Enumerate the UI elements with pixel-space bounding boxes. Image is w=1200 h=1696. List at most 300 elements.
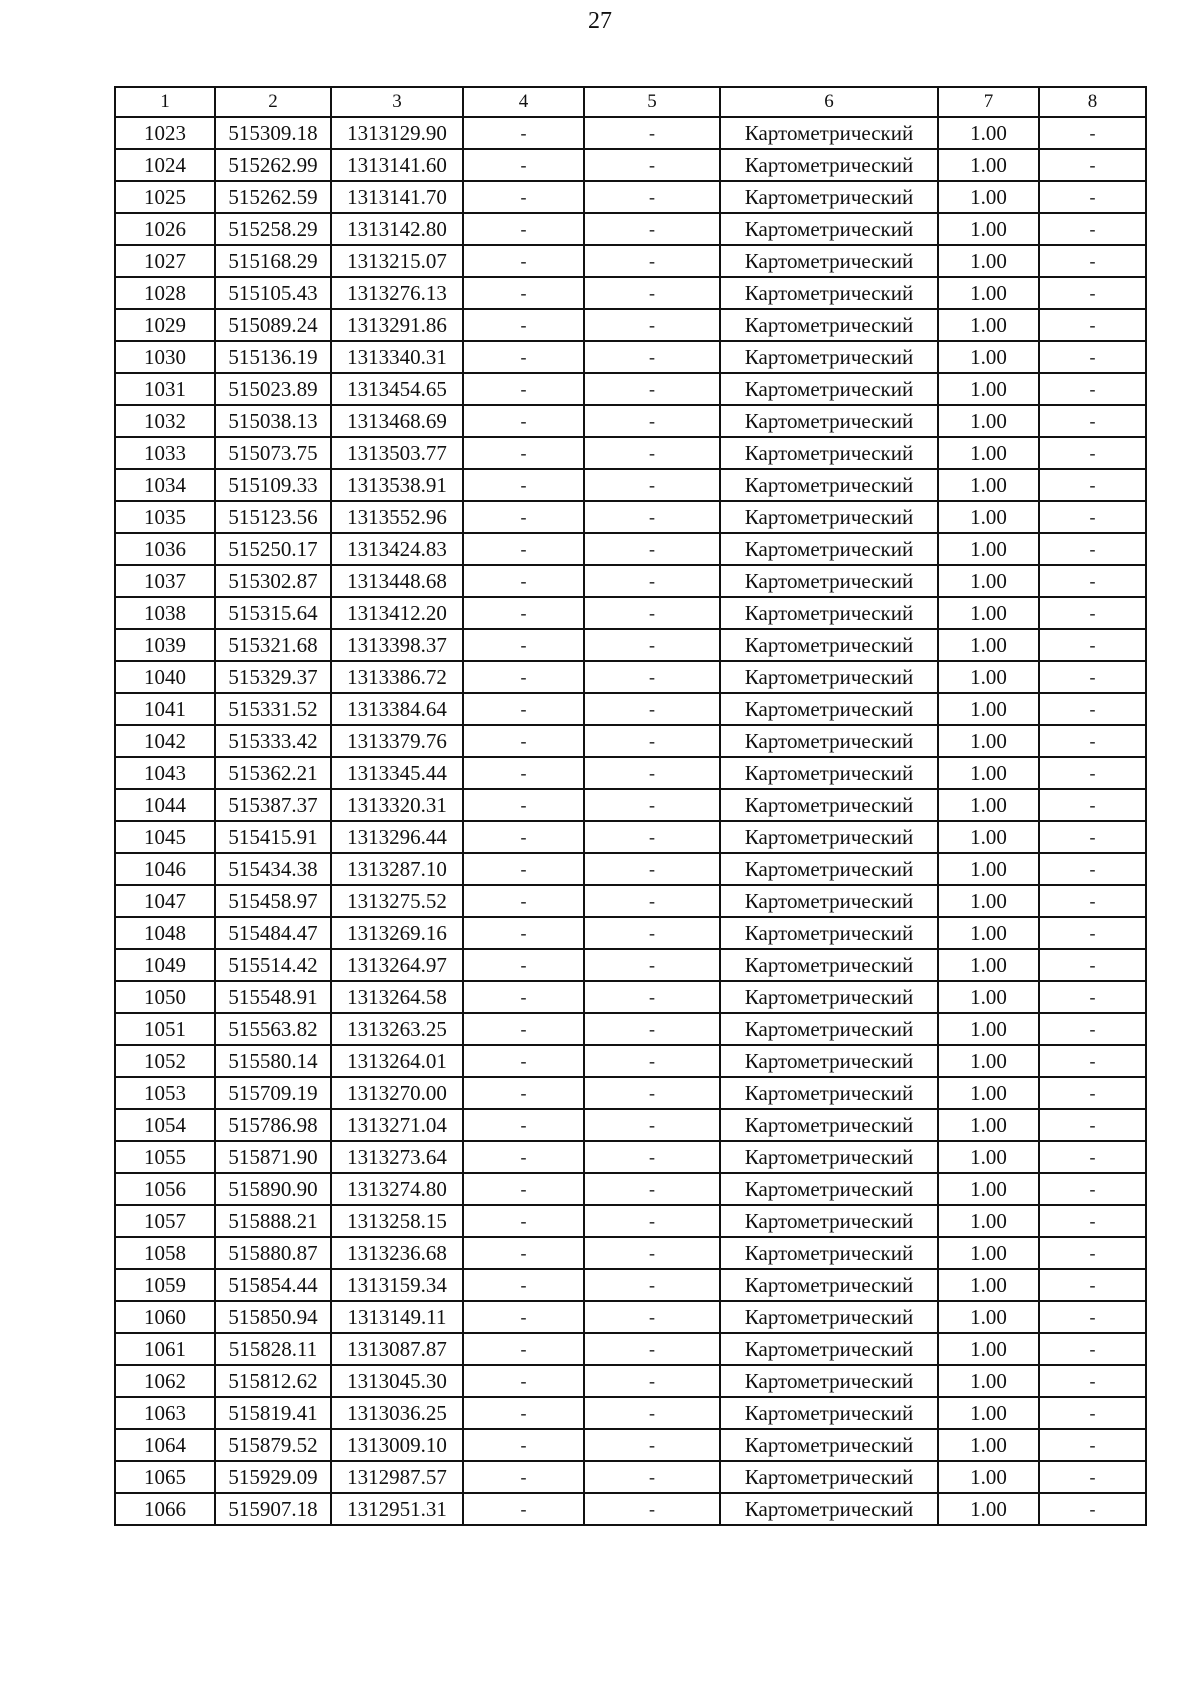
column-8-cell: - bbox=[1039, 1077, 1146, 1109]
table-row bbox=[115, 917, 1146, 949]
accuracy-cell: 1.00 bbox=[938, 341, 1039, 373]
point-number-cell: 1056 bbox=[115, 1173, 215, 1205]
y-coordinate-cell: 1313149.11 bbox=[331, 1301, 463, 1333]
coordinates-table bbox=[114, 86, 1147, 1526]
x-coordinate-cell: 515890.90 bbox=[215, 1173, 331, 1205]
x-coordinate-cell: 515262.99 bbox=[215, 149, 331, 181]
column-8-cell: - bbox=[1039, 1461, 1146, 1493]
column-5-cell: - bbox=[584, 1365, 720, 1397]
accuracy-cell: 1.00 bbox=[938, 1013, 1039, 1045]
column-8-cell: - bbox=[1039, 1301, 1146, 1333]
column-4-cell: - bbox=[463, 1493, 584, 1525]
x-coordinate-cell: 515880.87 bbox=[215, 1237, 331, 1269]
column-8-cell: - bbox=[1039, 117, 1146, 149]
accuracy-cell: 1.00 bbox=[938, 117, 1039, 149]
column-header: 3 bbox=[331, 87, 463, 117]
column-8-cell: - bbox=[1039, 1205, 1146, 1237]
y-coordinate-cell: 1313538.91 bbox=[331, 469, 463, 501]
x-coordinate-cell: 515812.62 bbox=[215, 1365, 331, 1397]
point-number-cell: 1038 bbox=[115, 597, 215, 629]
point-number-cell: 1048 bbox=[115, 917, 215, 949]
y-coordinate-cell: 1313276.13 bbox=[331, 277, 463, 309]
table-row bbox=[115, 693, 1146, 725]
column-5-cell: - bbox=[584, 1269, 720, 1301]
x-coordinate-cell: 515262.59 bbox=[215, 181, 331, 213]
point-number-cell: 1025 bbox=[115, 181, 215, 213]
x-coordinate-cell: 515109.33 bbox=[215, 469, 331, 501]
column-5-cell: - bbox=[584, 1045, 720, 1077]
column-4-cell: - bbox=[463, 1461, 584, 1493]
column-8-cell: - bbox=[1039, 853, 1146, 885]
method-cell: Картометрический bbox=[720, 277, 938, 309]
table-row bbox=[115, 181, 1146, 213]
column-8-cell: - bbox=[1039, 693, 1146, 725]
method-cell: Картометрический bbox=[720, 885, 938, 917]
y-coordinate-cell: 1313036.25 bbox=[331, 1397, 463, 1429]
column-8-cell: - bbox=[1039, 597, 1146, 629]
column-5-cell: - bbox=[584, 1301, 720, 1333]
y-coordinate-cell: 1313274.80 bbox=[331, 1173, 463, 1205]
column-5-cell: - bbox=[584, 565, 720, 597]
column-5-cell: - bbox=[584, 1109, 720, 1141]
point-number-cell: 1033 bbox=[115, 437, 215, 469]
x-coordinate-cell: 515514.42 bbox=[215, 949, 331, 981]
column-8-cell: - bbox=[1039, 1493, 1146, 1525]
column-8-cell: - bbox=[1039, 149, 1146, 181]
column-5-cell: - bbox=[584, 405, 720, 437]
table-row bbox=[115, 533, 1146, 565]
accuracy-cell: 1.00 bbox=[938, 1429, 1039, 1461]
column-header: 6 bbox=[720, 87, 938, 117]
method-cell: Картометрический bbox=[720, 1237, 938, 1269]
point-number-cell: 1046 bbox=[115, 853, 215, 885]
column-8-cell: - bbox=[1039, 1397, 1146, 1429]
table-row bbox=[115, 1429, 1146, 1461]
column-4-cell: - bbox=[463, 213, 584, 245]
column-5-cell: - bbox=[584, 149, 720, 181]
method-cell: Картометрический bbox=[720, 309, 938, 341]
accuracy-cell: 1.00 bbox=[938, 309, 1039, 341]
table-row bbox=[115, 1013, 1146, 1045]
table-row bbox=[115, 117, 1146, 149]
column-header: 1 bbox=[115, 87, 215, 117]
column-8-cell: - bbox=[1039, 1045, 1146, 1077]
method-cell: Картометрический bbox=[720, 1013, 938, 1045]
x-coordinate-cell: 515105.43 bbox=[215, 277, 331, 309]
column-4-cell: - bbox=[463, 1173, 584, 1205]
accuracy-cell: 1.00 bbox=[938, 821, 1039, 853]
column-4-cell: - bbox=[463, 373, 584, 405]
x-coordinate-cell: 515023.89 bbox=[215, 373, 331, 405]
point-number-cell: 1051 bbox=[115, 1013, 215, 1045]
column-4-cell: - bbox=[463, 341, 584, 373]
point-number-cell: 1026 bbox=[115, 213, 215, 245]
point-number-cell: 1059 bbox=[115, 1269, 215, 1301]
column-8-cell: - bbox=[1039, 1173, 1146, 1205]
column-5-cell: - bbox=[584, 181, 720, 213]
column-8-cell: - bbox=[1039, 501, 1146, 533]
x-coordinate-cell: 515331.52 bbox=[215, 693, 331, 725]
column-4-cell: - bbox=[463, 1109, 584, 1141]
y-coordinate-cell: 1313384.64 bbox=[331, 693, 463, 725]
accuracy-cell: 1.00 bbox=[938, 1045, 1039, 1077]
point-number-cell: 1030 bbox=[115, 341, 215, 373]
point-number-cell: 1054 bbox=[115, 1109, 215, 1141]
y-coordinate-cell: 1313264.97 bbox=[331, 949, 463, 981]
x-coordinate-cell: 515580.14 bbox=[215, 1045, 331, 1077]
column-4-cell: - bbox=[463, 437, 584, 469]
point-number-cell: 1034 bbox=[115, 469, 215, 501]
method-cell: Картометрический bbox=[720, 757, 938, 789]
column-8-cell: - bbox=[1039, 1109, 1146, 1141]
method-cell: Картометрический bbox=[720, 725, 938, 757]
column-5-cell: - bbox=[584, 1493, 720, 1525]
y-coordinate-cell: 1313379.76 bbox=[331, 725, 463, 757]
column-4-cell: - bbox=[463, 181, 584, 213]
y-coordinate-cell: 1313269.16 bbox=[331, 917, 463, 949]
point-number-cell: 1061 bbox=[115, 1333, 215, 1365]
accuracy-cell: 1.00 bbox=[938, 1461, 1039, 1493]
column-4-cell: - bbox=[463, 949, 584, 981]
column-4-cell: - bbox=[463, 1013, 584, 1045]
x-coordinate-cell: 515850.94 bbox=[215, 1301, 331, 1333]
y-coordinate-cell: 1313236.68 bbox=[331, 1237, 463, 1269]
column-4-cell: - bbox=[463, 981, 584, 1013]
column-8-cell: - bbox=[1039, 1333, 1146, 1365]
y-coordinate-cell: 1313503.77 bbox=[331, 437, 463, 469]
table-row bbox=[115, 1493, 1146, 1525]
y-coordinate-cell: 1313275.52 bbox=[331, 885, 463, 917]
x-coordinate-cell: 515302.87 bbox=[215, 565, 331, 597]
column-4-cell: - bbox=[463, 149, 584, 181]
point-number-cell: 1032 bbox=[115, 405, 215, 437]
y-coordinate-cell: 1312951.31 bbox=[331, 1493, 463, 1525]
y-coordinate-cell: 1313340.31 bbox=[331, 341, 463, 373]
column-header: 5 bbox=[584, 87, 720, 117]
x-coordinate-cell: 515888.21 bbox=[215, 1205, 331, 1237]
method-cell: Картометрический bbox=[720, 117, 938, 149]
column-4-cell: - bbox=[463, 1429, 584, 1461]
column-5-cell: - bbox=[584, 629, 720, 661]
y-coordinate-cell: 1313454.65 bbox=[331, 373, 463, 405]
point-number-cell: 1024 bbox=[115, 149, 215, 181]
column-4-cell: - bbox=[463, 1333, 584, 1365]
method-cell: Картометрический bbox=[720, 181, 938, 213]
point-number-cell: 1029 bbox=[115, 309, 215, 341]
column-5-cell: - bbox=[584, 501, 720, 533]
accuracy-cell: 1.00 bbox=[938, 373, 1039, 405]
column-4-cell: - bbox=[463, 309, 584, 341]
method-cell: Картометрический bbox=[720, 629, 938, 661]
point-number-cell: 1028 bbox=[115, 277, 215, 309]
table-row bbox=[115, 277, 1146, 309]
column-4-cell: - bbox=[463, 597, 584, 629]
accuracy-cell: 1.00 bbox=[938, 853, 1039, 885]
column-5-cell: - bbox=[584, 1173, 720, 1205]
table-row bbox=[115, 341, 1146, 373]
point-number-cell: 1063 bbox=[115, 1397, 215, 1429]
point-number-cell: 1044 bbox=[115, 789, 215, 821]
table-row bbox=[115, 469, 1146, 501]
column-8-cell: - bbox=[1039, 661, 1146, 693]
table-row bbox=[115, 853, 1146, 885]
y-coordinate-cell: 1313468.69 bbox=[331, 405, 463, 437]
column-8-cell: - bbox=[1039, 885, 1146, 917]
table-row bbox=[115, 309, 1146, 341]
column-4-cell: - bbox=[463, 917, 584, 949]
point-number-cell: 1052 bbox=[115, 1045, 215, 1077]
accuracy-cell: 1.00 bbox=[938, 1077, 1039, 1109]
accuracy-cell: 1.00 bbox=[938, 1141, 1039, 1173]
column-8-cell: - bbox=[1039, 437, 1146, 469]
column-8-cell: - bbox=[1039, 1237, 1146, 1269]
y-coordinate-cell: 1313009.10 bbox=[331, 1429, 463, 1461]
x-coordinate-cell: 515907.18 bbox=[215, 1493, 331, 1525]
table-row bbox=[115, 1077, 1146, 1109]
column-5-cell: - bbox=[584, 277, 720, 309]
y-coordinate-cell: 1313273.64 bbox=[331, 1141, 463, 1173]
point-number-cell: 1036 bbox=[115, 533, 215, 565]
method-cell: Картометрический bbox=[720, 1269, 938, 1301]
table-row bbox=[115, 437, 1146, 469]
column-5-cell: - bbox=[584, 469, 720, 501]
y-coordinate-cell: 1313287.10 bbox=[331, 853, 463, 885]
x-coordinate-cell: 515315.64 bbox=[215, 597, 331, 629]
column-4-cell: - bbox=[463, 629, 584, 661]
column-8-cell: - bbox=[1039, 981, 1146, 1013]
accuracy-cell: 1.00 bbox=[938, 1173, 1039, 1205]
x-coordinate-cell: 515879.52 bbox=[215, 1429, 331, 1461]
y-coordinate-cell: 1313271.04 bbox=[331, 1109, 463, 1141]
x-coordinate-cell: 515089.24 bbox=[215, 309, 331, 341]
column-5-cell: - bbox=[584, 853, 720, 885]
point-number-cell: 1041 bbox=[115, 693, 215, 725]
method-cell: Картометрический bbox=[720, 1429, 938, 1461]
table-row bbox=[115, 1173, 1146, 1205]
method-cell: Картометрический bbox=[720, 661, 938, 693]
y-coordinate-cell: 1313264.58 bbox=[331, 981, 463, 1013]
y-coordinate-cell: 1313424.83 bbox=[331, 533, 463, 565]
column-5-cell: - bbox=[584, 1077, 720, 1109]
point-number-cell: 1027 bbox=[115, 245, 215, 277]
column-8-cell: - bbox=[1039, 757, 1146, 789]
point-number-cell: 1042 bbox=[115, 725, 215, 757]
y-coordinate-cell: 1313345.44 bbox=[331, 757, 463, 789]
accuracy-cell: 1.00 bbox=[938, 405, 1039, 437]
x-coordinate-cell: 515309.18 bbox=[215, 117, 331, 149]
method-cell: Картометрический bbox=[720, 853, 938, 885]
method-cell: Картометрический bbox=[720, 1365, 938, 1397]
table-header bbox=[115, 87, 1146, 117]
x-coordinate-cell: 515329.37 bbox=[215, 661, 331, 693]
column-4-cell: - bbox=[463, 1205, 584, 1237]
accuracy-cell: 1.00 bbox=[938, 1301, 1039, 1333]
column-5-cell: - bbox=[584, 373, 720, 405]
column-4-cell: - bbox=[463, 405, 584, 437]
accuracy-cell: 1.00 bbox=[938, 629, 1039, 661]
column-8-cell: - bbox=[1039, 725, 1146, 757]
column-8-cell: - bbox=[1039, 789, 1146, 821]
table-row bbox=[115, 1109, 1146, 1141]
table-row bbox=[115, 789, 1146, 821]
method-cell: Картометрический bbox=[720, 917, 938, 949]
table-row bbox=[115, 1333, 1146, 1365]
column-header: 8 bbox=[1039, 87, 1146, 117]
table-row bbox=[115, 597, 1146, 629]
column-4-cell: - bbox=[463, 853, 584, 885]
method-cell: Картометрический bbox=[720, 533, 938, 565]
method-cell: Картометрический bbox=[720, 789, 938, 821]
method-cell: Картометрический bbox=[720, 437, 938, 469]
y-coordinate-cell: 1313215.07 bbox=[331, 245, 463, 277]
method-cell: Картометрический bbox=[720, 1077, 938, 1109]
x-coordinate-cell: 515073.75 bbox=[215, 437, 331, 469]
table-body bbox=[115, 117, 1146, 1525]
column-4-cell: - bbox=[463, 277, 584, 309]
column-5-cell: - bbox=[584, 1013, 720, 1045]
point-number-cell: 1023 bbox=[115, 117, 215, 149]
column-4-cell: - bbox=[463, 1237, 584, 1269]
table-row bbox=[115, 949, 1146, 981]
point-number-cell: 1039 bbox=[115, 629, 215, 661]
column-5-cell: - bbox=[584, 341, 720, 373]
x-coordinate-cell: 515819.41 bbox=[215, 1397, 331, 1429]
x-coordinate-cell: 515786.98 bbox=[215, 1109, 331, 1141]
column-header: 7 bbox=[938, 87, 1039, 117]
accuracy-cell: 1.00 bbox=[938, 661, 1039, 693]
column-5-cell: - bbox=[584, 757, 720, 789]
column-5-cell: - bbox=[584, 533, 720, 565]
table-row bbox=[115, 1141, 1146, 1173]
column-4-cell: - bbox=[463, 565, 584, 597]
table-row bbox=[115, 1301, 1146, 1333]
column-8-cell: - bbox=[1039, 565, 1146, 597]
column-4-cell: - bbox=[463, 501, 584, 533]
column-8-cell: - bbox=[1039, 629, 1146, 661]
column-8-cell: - bbox=[1039, 821, 1146, 853]
x-coordinate-cell: 515168.29 bbox=[215, 245, 331, 277]
page-number: 27 bbox=[588, 8, 612, 34]
column-8-cell: - bbox=[1039, 309, 1146, 341]
column-8-cell: - bbox=[1039, 1365, 1146, 1397]
method-cell: Картометрический bbox=[720, 1493, 938, 1525]
column-header: 2 bbox=[215, 87, 331, 117]
x-coordinate-cell: 515828.11 bbox=[215, 1333, 331, 1365]
method-cell: Картометрический bbox=[720, 1333, 938, 1365]
table-row bbox=[115, 1269, 1146, 1301]
column-5-cell: - bbox=[584, 245, 720, 277]
method-cell: Картометрический bbox=[720, 213, 938, 245]
point-number-cell: 1060 bbox=[115, 1301, 215, 1333]
y-coordinate-cell: 1313045.30 bbox=[331, 1365, 463, 1397]
method-cell: Картометрический bbox=[720, 1397, 938, 1429]
column-5-cell: - bbox=[584, 309, 720, 341]
accuracy-cell: 1.00 bbox=[938, 1397, 1039, 1429]
table-row bbox=[115, 1365, 1146, 1397]
x-coordinate-cell: 515415.91 bbox=[215, 821, 331, 853]
table-row bbox=[115, 981, 1146, 1013]
column-5-cell: - bbox=[584, 1461, 720, 1493]
accuracy-cell: 1.00 bbox=[938, 981, 1039, 1013]
x-coordinate-cell: 515250.17 bbox=[215, 533, 331, 565]
column-header: 4 bbox=[463, 87, 584, 117]
table-row bbox=[115, 245, 1146, 277]
column-8-cell: - bbox=[1039, 181, 1146, 213]
column-4-cell: - bbox=[463, 1365, 584, 1397]
accuracy-cell: 1.00 bbox=[938, 245, 1039, 277]
column-4-cell: - bbox=[463, 245, 584, 277]
point-number-cell: 1049 bbox=[115, 949, 215, 981]
method-cell: Картометрический bbox=[720, 1173, 938, 1205]
accuracy-cell: 1.00 bbox=[938, 1333, 1039, 1365]
point-number-cell: 1045 bbox=[115, 821, 215, 853]
x-coordinate-cell: 515854.44 bbox=[215, 1269, 331, 1301]
column-4-cell: - bbox=[463, 1301, 584, 1333]
y-coordinate-cell: 1313087.87 bbox=[331, 1333, 463, 1365]
x-coordinate-cell: 515038.13 bbox=[215, 405, 331, 437]
y-coordinate-cell: 1313448.68 bbox=[331, 565, 463, 597]
accuracy-cell: 1.00 bbox=[938, 501, 1039, 533]
accuracy-cell: 1.00 bbox=[938, 533, 1039, 565]
method-cell: Картометрический bbox=[720, 149, 938, 181]
x-coordinate-cell: 515563.82 bbox=[215, 1013, 331, 1045]
table-row bbox=[115, 757, 1146, 789]
x-coordinate-cell: 515321.68 bbox=[215, 629, 331, 661]
table-row bbox=[115, 565, 1146, 597]
x-coordinate-cell: 515333.42 bbox=[215, 725, 331, 757]
accuracy-cell: 1.00 bbox=[938, 757, 1039, 789]
column-8-cell: - bbox=[1039, 405, 1146, 437]
column-4-cell: - bbox=[463, 757, 584, 789]
method-cell: Картометрический bbox=[720, 597, 938, 629]
point-number-cell: 1043 bbox=[115, 757, 215, 789]
column-8-cell: - bbox=[1039, 373, 1146, 405]
method-cell: Картометрический bbox=[720, 405, 938, 437]
x-coordinate-cell: 515362.21 bbox=[215, 757, 331, 789]
column-8-cell: - bbox=[1039, 1013, 1146, 1045]
accuracy-cell: 1.00 bbox=[938, 437, 1039, 469]
x-coordinate-cell: 515123.56 bbox=[215, 501, 331, 533]
accuracy-cell: 1.00 bbox=[938, 949, 1039, 981]
x-coordinate-cell: 515709.19 bbox=[215, 1077, 331, 1109]
point-number-cell: 1055 bbox=[115, 1141, 215, 1173]
x-coordinate-cell: 515484.47 bbox=[215, 917, 331, 949]
method-cell: Картометрический bbox=[720, 821, 938, 853]
y-coordinate-cell: 1312987.57 bbox=[331, 1461, 463, 1493]
column-5-cell: - bbox=[584, 661, 720, 693]
method-cell: Картометрический bbox=[720, 693, 938, 725]
method-cell: Картометрический bbox=[720, 469, 938, 501]
accuracy-cell: 1.00 bbox=[938, 469, 1039, 501]
accuracy-cell: 1.00 bbox=[938, 1493, 1039, 1525]
column-5-cell: - bbox=[584, 789, 720, 821]
table-row bbox=[115, 629, 1146, 661]
accuracy-cell: 1.00 bbox=[938, 1365, 1039, 1397]
table-row bbox=[115, 405, 1146, 437]
point-number-cell: 1037 bbox=[115, 565, 215, 597]
method-cell: Картометрический bbox=[720, 501, 938, 533]
column-4-cell: - bbox=[463, 693, 584, 725]
table-row bbox=[115, 1461, 1146, 1493]
point-number-cell: 1047 bbox=[115, 885, 215, 917]
column-5-cell: - bbox=[584, 693, 720, 725]
point-number-cell: 1040 bbox=[115, 661, 215, 693]
point-number-cell: 1064 bbox=[115, 1429, 215, 1461]
table-row bbox=[115, 725, 1146, 757]
y-coordinate-cell: 1313141.70 bbox=[331, 181, 463, 213]
y-coordinate-cell: 1313398.37 bbox=[331, 629, 463, 661]
point-number-cell: 1031 bbox=[115, 373, 215, 405]
